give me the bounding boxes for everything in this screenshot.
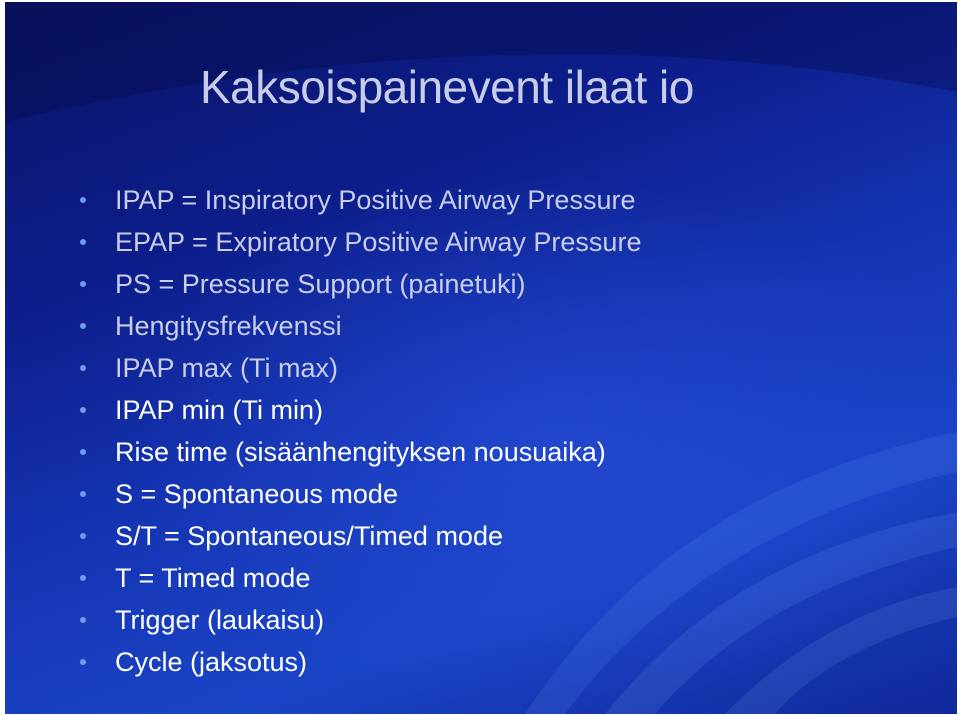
bullet-text: IPAP min (Ti min)	[115, 395, 324, 425]
bullet-dot-icon	[80, 407, 86, 413]
bullet-text: EPAP = Expiratory Positive Airway Pressure	[115, 227, 642, 257]
bullet-text: Rise time (sisäänhengityksen nousuaika)	[115, 437, 606, 467]
bullet-dot-icon	[80, 449, 86, 455]
bullet-dot-icon	[80, 365, 86, 371]
bullet-dot-icon	[80, 197, 86, 203]
bullet-text: Cycle (jaksotus)	[115, 647, 308, 677]
bullet-dot-icon	[80, 659, 86, 665]
bullet-text: T = Timed mode	[115, 563, 311, 593]
bullet-dot-icon	[80, 617, 86, 623]
bullet-dot-icon	[80, 281, 86, 287]
bullet-text: IPAP max (Ti max)	[115, 353, 339, 383]
bullet-dot-icon	[80, 491, 86, 497]
bullet-dot-icon	[80, 239, 86, 245]
bullet-text: S/T = Spontaneous/Timed mode	[115, 521, 503, 551]
slide	[5, 2, 957, 714]
bullet-text: PS = Pressure Support (painetuki)	[115, 269, 526, 299]
bullet-dot-icon	[80, 575, 86, 581]
bullet-dot-icon	[80, 533, 86, 539]
bullet-text: S = Spontaneous mode	[115, 479, 398, 509]
bullet-text: Trigger (laukaisu)	[115, 605, 325, 635]
bullet-text: IPAP = Inspiratory Positive Airway Pressure	[115, 185, 636, 215]
bullet-text: Hengitysfrekvenssi	[115, 311, 342, 341]
bullet-dot-icon	[80, 323, 86, 329]
slide-title: Kaksoispainevent ilaat io	[200, 61, 694, 113]
